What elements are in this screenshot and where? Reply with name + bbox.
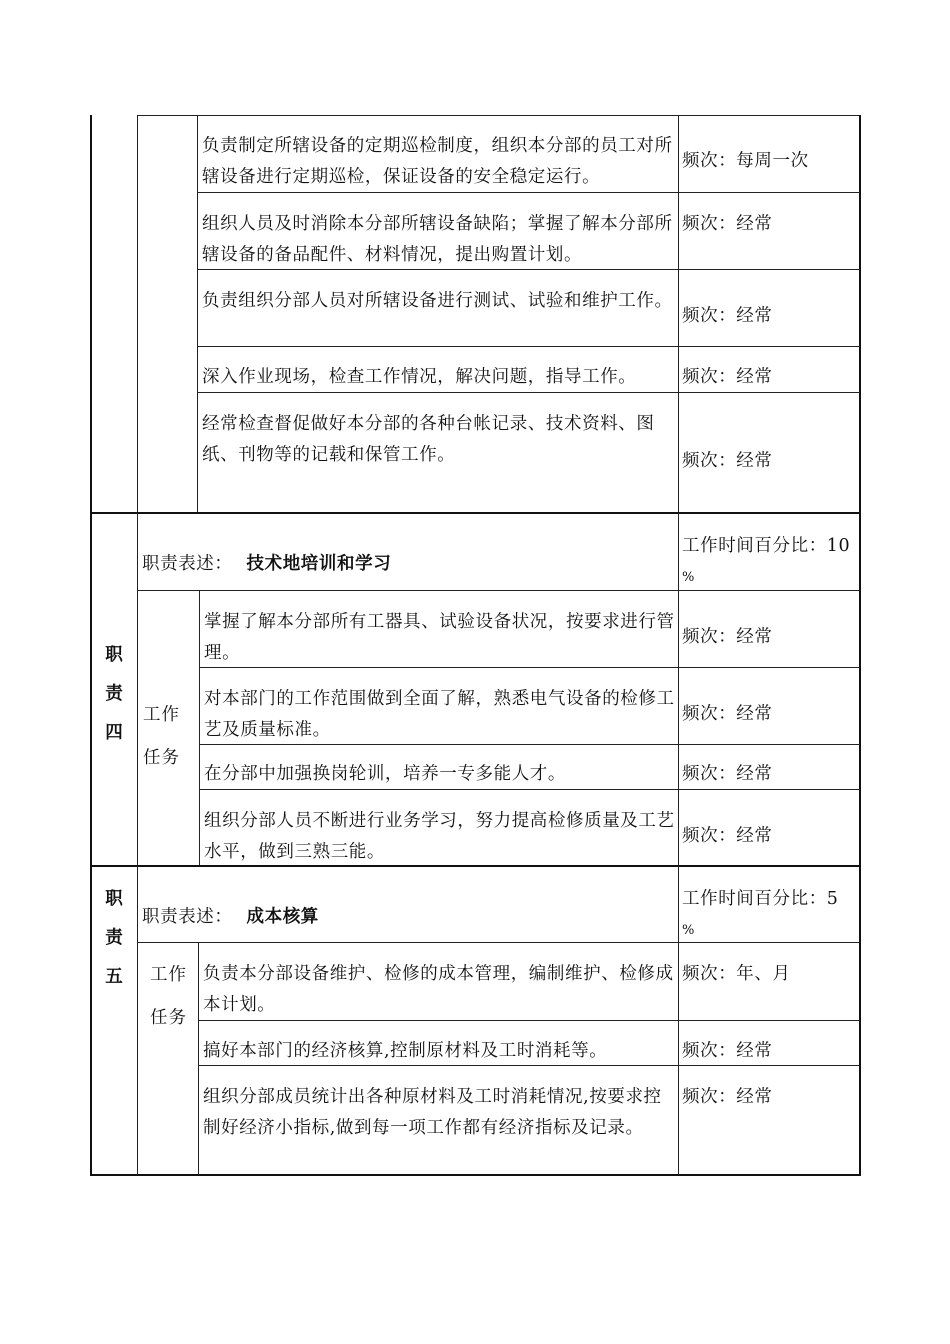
duty-label-char: 职 xyxy=(105,645,123,665)
col-line xyxy=(137,115,138,513)
task-text: 经常检查督促做好本分部的各种台帐记录、技术资料、图纸、刊物等的记载和保管工作。 xyxy=(202,414,655,465)
task-frequency: 频次：年、月 xyxy=(682,964,791,984)
work-tasks-label xyxy=(150,954,187,1040)
table-border-bottom xyxy=(90,1174,861,1176)
duty-label-char: 责 xyxy=(105,684,123,704)
task-frequency: 频次：经常 xyxy=(682,704,773,724)
time-percent-label: 工作时间百分比：5 xyxy=(682,889,839,909)
task-frequency: 频次：经常 xyxy=(682,306,773,326)
task-frequency: 频次：经常 xyxy=(682,214,773,234)
row-line xyxy=(197,346,860,347)
work-label-line: 工作 xyxy=(150,965,187,985)
task-text: 组织分部成员统计出各种原材料及工时消耗情况,按要求控制好经济小指标,做到每一项工作都有经济指标及记录。 xyxy=(203,1087,662,1138)
time-percent xyxy=(682,531,858,593)
task-text: 在分部中加强换岗轮训，培养一专多能人才。 xyxy=(204,764,566,784)
duty-description-label: 职责表述： xyxy=(142,907,233,927)
duty-description xyxy=(142,550,391,575)
task-text: 深入作业现场，检查工作情况，解决问题，指导工作。 xyxy=(202,367,637,387)
task-frequency: 频次：经常 xyxy=(682,451,773,471)
section-divider xyxy=(90,512,861,514)
duty-label-char: 职 xyxy=(105,889,123,909)
duty-label-char: 责 xyxy=(105,928,123,948)
col-line xyxy=(198,942,199,1175)
col-line xyxy=(678,513,679,866)
work-label-line: 工作 xyxy=(143,705,180,725)
table-border-left xyxy=(90,115,92,1176)
time-percent-suffix: % xyxy=(682,923,695,938)
task-text: 组织人员及时消除本分部所辖设备缺陷；掌握了解本分部所辖设备的备品配件、材料情况，提出购置计划。 xyxy=(202,214,673,265)
col-line xyxy=(137,513,138,866)
task-frequency: 频次：经常 xyxy=(682,367,773,387)
col-line xyxy=(678,115,679,513)
time-percent-label: 工作时间百分比：10 xyxy=(682,536,851,556)
task-text: 组织分部人员不断进行业务学习，努力提高检修质量及工艺水平，做到三熟三能。 xyxy=(204,811,675,862)
task-text: 负责制定所辖设备的定期巡检制度，组织本分部的员工对所辖设备进行定期巡检，保证设备的安全稳定运行。 xyxy=(202,136,673,187)
task-text: 掌握了解本分部所有工器具、试验设备状况，按要求进行管理。 xyxy=(204,612,675,663)
col-line xyxy=(199,590,200,866)
duty-five-label xyxy=(102,880,126,997)
duty-label-char: 四 xyxy=(105,723,123,743)
duty-description-title: 技术地培训和学习 xyxy=(246,554,392,574)
task-frequency: 频次：经常 xyxy=(682,1087,773,1107)
col-line xyxy=(137,866,138,1175)
task-frequency: 频次：每周一次 xyxy=(682,151,809,171)
task-text: 负责本分部设备维护、检修的成本管理，编制维护、检修成本计划。 xyxy=(203,964,674,1015)
task-frequency: 频次：经常 xyxy=(682,1041,773,1061)
duty-label-char: 五 xyxy=(105,967,123,987)
col-line xyxy=(197,115,198,513)
duty-description-title: 成本核算 xyxy=(246,907,319,927)
work-label-line: 任务 xyxy=(150,1008,187,1028)
task-text: 对本部门的工作范围做到全面了解，熟悉电气设备的检修工艺及质量标准。 xyxy=(204,689,675,740)
table-border-right xyxy=(859,115,861,1176)
task-frequency: 频次：经常 xyxy=(682,764,773,784)
work-label-line: 任务 xyxy=(143,748,180,768)
time-percent xyxy=(682,884,858,946)
row-line xyxy=(137,115,860,116)
task-frequency: 频次：经常 xyxy=(682,627,773,647)
work-tasks-label xyxy=(143,694,180,780)
time-percent-suffix: % xyxy=(682,570,695,585)
duty-four-label xyxy=(102,636,126,753)
task-text: 搞好本部门的经济核算,控制原材料及工时消耗等。 xyxy=(203,1041,608,1061)
task-frequency: 频次：经常 xyxy=(682,826,773,846)
duty-description-label: 职责表述： xyxy=(142,554,233,574)
task-text: 负责组织分部人员对所辖设备进行测试、试验和维护工作。 xyxy=(202,291,673,311)
duty-description xyxy=(142,903,319,928)
